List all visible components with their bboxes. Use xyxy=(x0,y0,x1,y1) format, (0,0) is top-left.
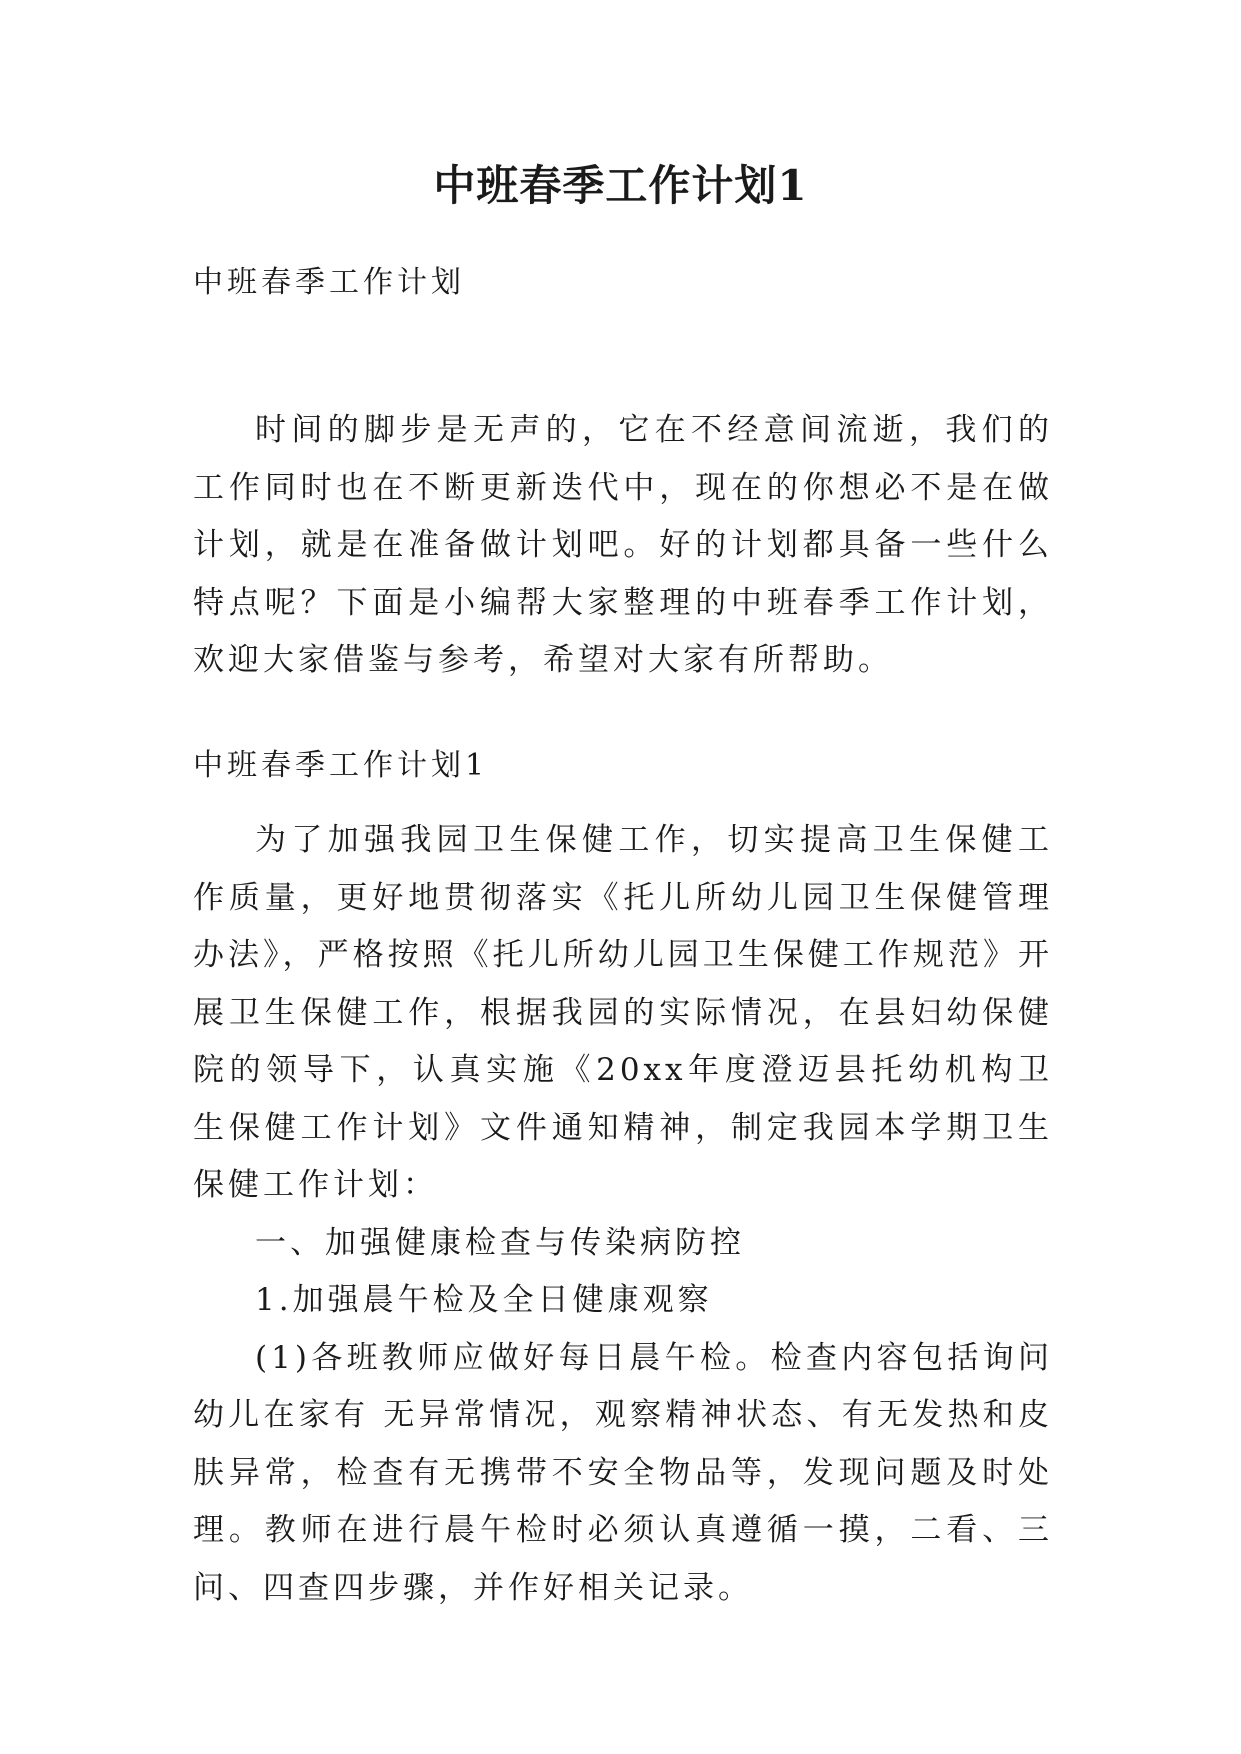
section-heading: 中班春季工作计划1 xyxy=(193,748,489,783)
subsection-heading: 1.加强晨午检及全日健康观察 xyxy=(255,1282,713,1318)
document-subtitle: 中班春季工作计划 xyxy=(193,265,465,300)
document-title: 中班春季工作计划1 xyxy=(433,161,808,210)
body-paragraph: (1)各班教师应做好每日晨午检。检查内容包括询问幼儿在家有 无异常情况，观察精神状态、有无发热和皮肤异常，检查有无携带不安全物品等，发现问题及时处理。教师在进行晨午检时必须认真遵循一摸，二看、三问、四查四步骤，并作好相关记录。 xyxy=(193,1339,1053,1606)
intro-block xyxy=(193,402,1053,690)
body-paragraph: 为了加强我园卫生保健工作，切实提高卫生保健工作质量，更好地贯彻落实《托儿所幼儿园卫生保健管理办法》，严格按照《托儿所幼儿园卫生保健工作规范》开展卫生保健工作，根据我园的实际情况，在县妇幼保健院的领导下，认真实施《20xx年度澄迈县托幼机构卫生保健工作计划》文件通知精神，制定我园本学期卫生保健工作计划： xyxy=(193,822,1053,1203)
body-block xyxy=(193,812,1053,1617)
intro-paragraph: 时间的脚步是无声的，它在不经意间流逝，我们的工作同时也在不断更新迭代中，现在的你想必不是在做计划，就是在准备做计划吧。好的计划都具备一些什么特点呢？下面是小编帮大家整理的中班春季工作计划，欢迎大家借鉴与参考，希望对大家有所帮助。 xyxy=(193,412,1053,678)
section-point-heading: 一、加强健康检查与传染病防控 xyxy=(255,1224,745,1261)
